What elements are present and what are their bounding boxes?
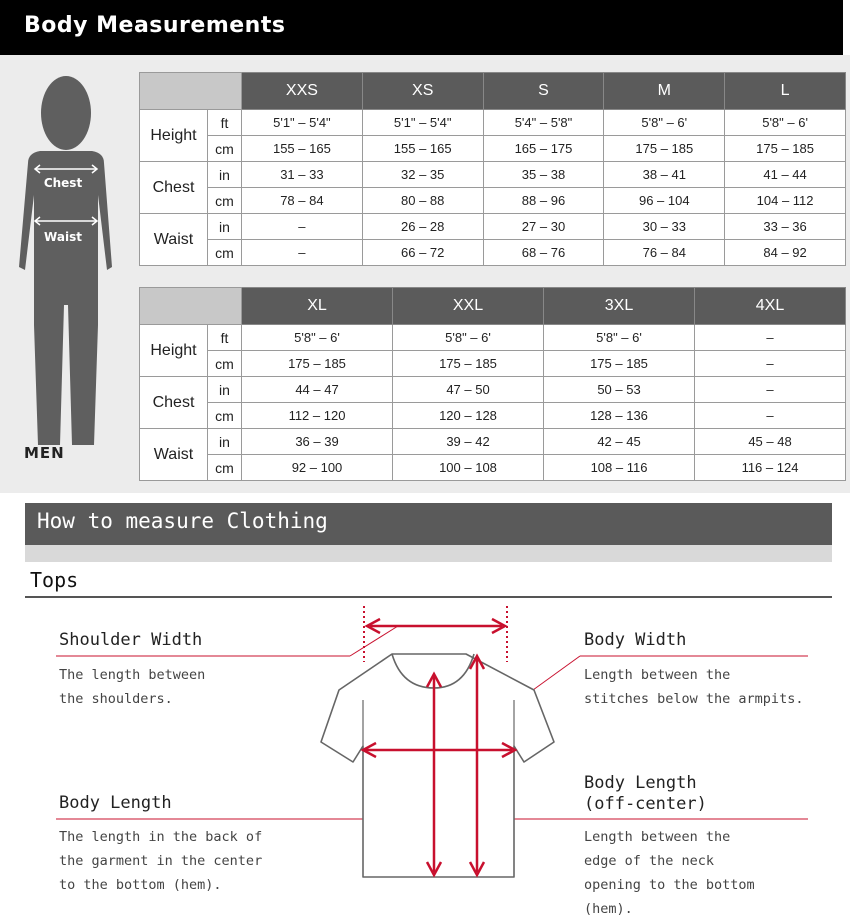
shoulder-width-desc: The length between the shoulders. — [59, 667, 206, 707]
size-value-cell: 104 – 112 — [725, 188, 846, 214]
size-value-cell: 5'8" – 6' — [604, 110, 725, 136]
size-value-cell: 41 – 44 — [725, 162, 846, 188]
size-value-cell: 92 – 100 — [242, 455, 393, 481]
size-value-cell: 76 – 84 — [604, 240, 725, 266]
size-value-cell: 5'1" – 5'4" — [242, 110, 363, 136]
unit-label: cm — [208, 455, 242, 481]
size-value-cell: 84 – 92 — [725, 240, 846, 266]
measure-group-chest: Chest — [140, 377, 208, 429]
size-value-cell: 165 – 175 — [483, 136, 604, 162]
figure-waist-label: Waist — [44, 230, 82, 244]
body-width-desc: Length between the stitches below the armpits. — [584, 667, 804, 707]
size-value-cell: – — [695, 351, 846, 377]
body-width-title: Body Width — [584, 630, 687, 650]
size-value-cell: 108 – 116 — [544, 455, 695, 481]
measure-group-height: Height — [140, 110, 208, 162]
body-length-desc: The length in the back of the garment in the center to the bottom (hem). — [59, 829, 263, 893]
size-value-cell: 96 – 104 — [604, 188, 725, 214]
unit-label: cm — [208, 240, 242, 266]
size-value-cell: 100 – 108 — [393, 455, 544, 481]
size-header-l: L — [725, 73, 846, 110]
body-length-off-center-desc: Length between the edge of the neck opening to the bottom (hem). — [584, 829, 755, 917]
size-value-cell: 120 – 128 — [393, 403, 544, 429]
size-value-cell: 44 – 47 — [242, 377, 393, 403]
tops-section-title: Tops — [30, 568, 79, 592]
size-value-cell: 175 – 185 — [544, 351, 695, 377]
body-measurements-title: Body Measurements — [24, 13, 286, 38]
size-value-cell: 30 – 33 — [604, 214, 725, 240]
measure-group-height: Height — [140, 325, 208, 377]
figure-chest-label: Chest — [43, 176, 83, 190]
unit-label: cm — [208, 136, 242, 162]
size-value-cell: 68 – 76 — [483, 240, 604, 266]
size-header-xl: XL — [242, 288, 393, 325]
unit-label: in — [208, 429, 242, 455]
size-value-cell: – — [242, 214, 363, 240]
size-value-cell: 128 – 136 — [544, 403, 695, 429]
size-value-cell: – — [695, 377, 846, 403]
size-value-cell: 155 – 165 — [362, 136, 483, 162]
size-value-cell: 66 – 72 — [362, 240, 483, 266]
measure-group-chest: Chest — [140, 162, 208, 214]
unit-label: in — [208, 377, 242, 403]
size-value-cell: 42 – 45 — [544, 429, 695, 455]
size-value-cell: 26 – 28 — [362, 214, 483, 240]
size-value-cell: 36 – 39 — [242, 429, 393, 455]
body-length-off-center-title: Body Length (off-center) — [584, 773, 707, 814]
size-value-cell: 5'8" – 6' — [242, 325, 393, 351]
size-value-cell: 35 – 38 — [483, 162, 604, 188]
shoulder-width-title: Shoulder Width — [59, 630, 203, 650]
unit-label: ft — [208, 110, 242, 136]
size-value-cell: 116 – 124 — [695, 455, 846, 481]
size-value-cell: – — [695, 325, 846, 351]
size-header-4xl: 4XL — [695, 288, 846, 325]
size-value-cell: 5'8" – 6' — [544, 325, 695, 351]
size-value-cell: 33 – 36 — [725, 214, 846, 240]
size-value-cell: 155 – 165 — [242, 136, 363, 162]
size-value-cell: 5'1" – 5'4" — [362, 110, 483, 136]
size-value-cell: – — [242, 240, 363, 266]
size-value-cell: 32 – 35 — [362, 162, 483, 188]
size-value-cell: 175 – 185 — [725, 136, 846, 162]
size-header-s: S — [483, 73, 604, 110]
size-value-cell: 175 – 185 — [393, 351, 544, 377]
size-header-xs: XS — [362, 73, 483, 110]
body-length-title: Body Length — [59, 793, 172, 813]
unit-label: in — [208, 162, 242, 188]
size-value-cell: 38 – 41 — [604, 162, 725, 188]
unit-label: cm — [208, 351, 242, 377]
size-header-xxs: XXS — [242, 73, 363, 110]
unit-label: ft — [208, 325, 242, 351]
unit-label: in — [208, 214, 242, 240]
unit-label: cm — [208, 188, 242, 214]
measure-group-waist: Waist — [140, 429, 208, 481]
unit-label: cm — [208, 403, 242, 429]
size-value-cell: 175 – 185 — [242, 351, 393, 377]
size-header-m: M — [604, 73, 725, 110]
size-value-cell: 88 – 96 — [483, 188, 604, 214]
measure-group-waist: Waist — [140, 214, 208, 266]
size-value-cell: 47 – 50 — [393, 377, 544, 403]
how-to-measure-title: How to measure Clothing — [37, 509, 328, 533]
size-header-3xl: 3XL — [544, 288, 695, 325]
size-header-xxl: XXL — [393, 288, 544, 325]
size-value-cell: 50 – 53 — [544, 377, 695, 403]
size-value-cell: 5'8" – 6' — [725, 110, 846, 136]
size-value-cell: 45 – 48 — [695, 429, 846, 455]
size-value-cell: 39 – 42 — [393, 429, 544, 455]
size-value-cell: – — [695, 403, 846, 429]
gender-label: MEN — [24, 444, 65, 462]
size-value-cell: 31 – 33 — [242, 162, 363, 188]
size-value-cell: 5'4" – 5'8" — [483, 110, 604, 136]
size-value-cell: 27 – 30 — [483, 214, 604, 240]
size-value-cell: 5'8" – 6' — [393, 325, 544, 351]
size-value-cell: 80 – 88 — [362, 188, 483, 214]
size-value-cell: 78 – 84 — [242, 188, 363, 214]
size-value-cell: 175 – 185 — [604, 136, 725, 162]
size-value-cell: 112 – 120 — [242, 403, 393, 429]
